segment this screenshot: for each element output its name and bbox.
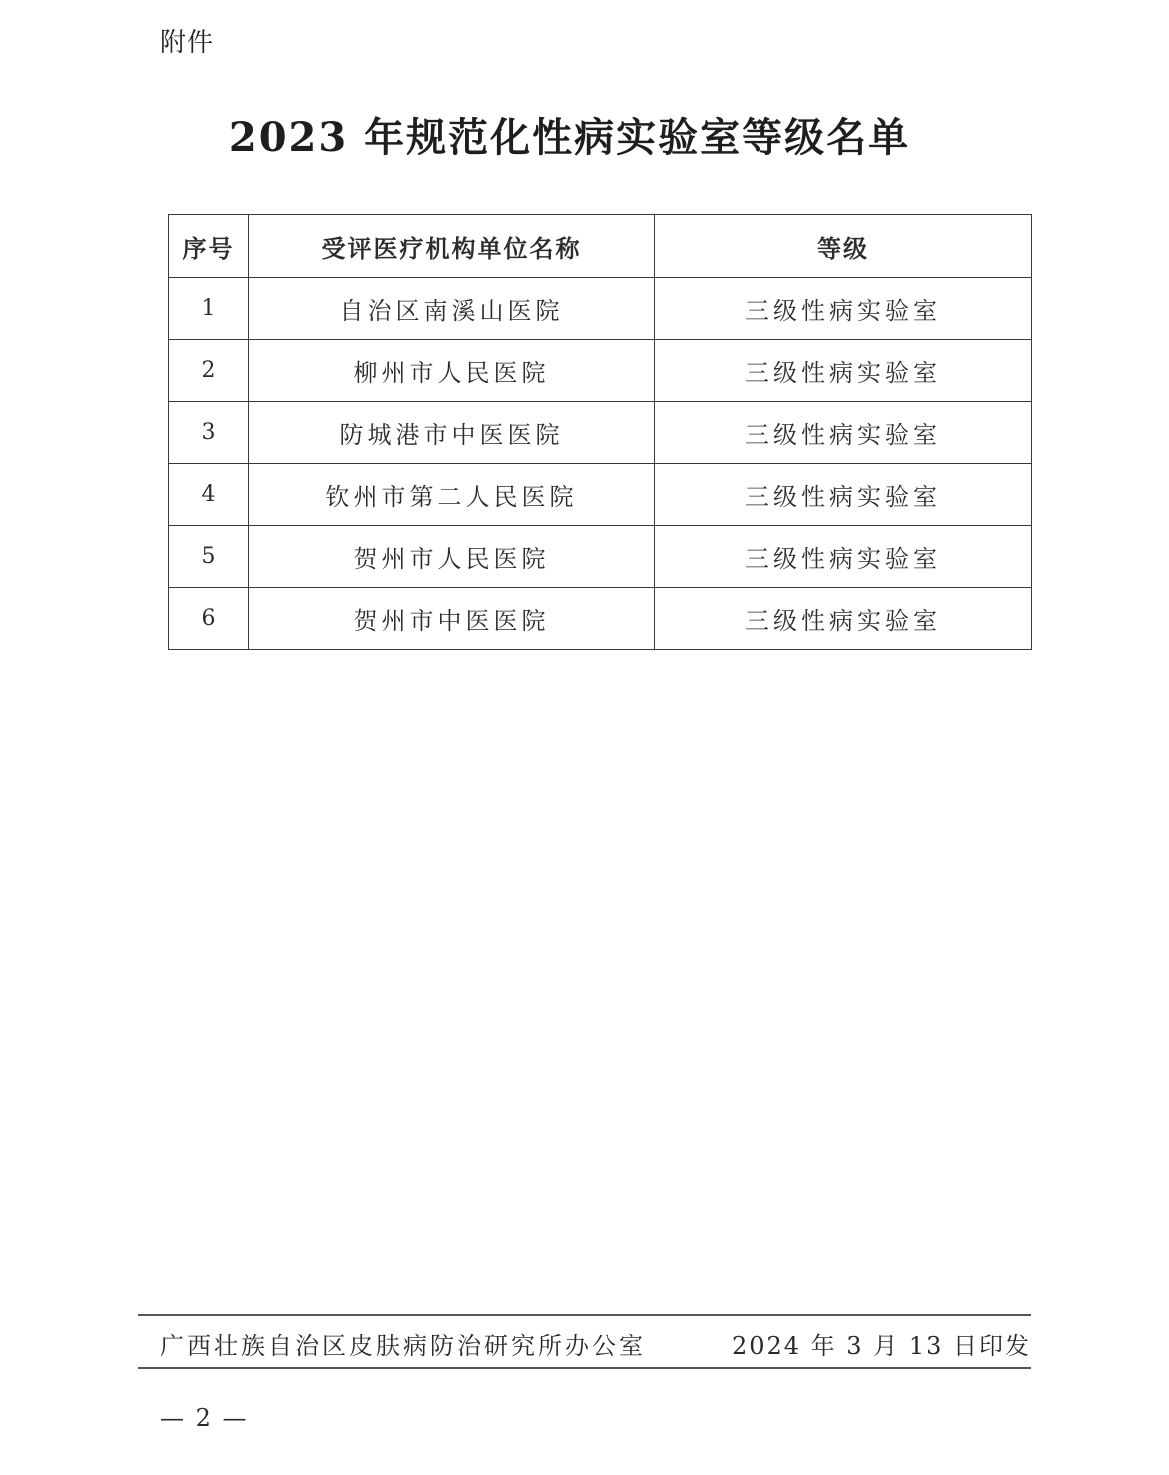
grade-list-table: [168, 214, 1032, 650]
row-institution: 钦州市第二人民医院: [249, 464, 655, 526]
row-institution: 防城港市中医医院: [249, 402, 655, 464]
table-row: [169, 278, 1032, 340]
document-title: 2023 年规范化性病实验室等级名单: [228, 114, 911, 161]
table-row: [169, 340, 1032, 402]
table-header-row: [169, 215, 1032, 278]
attachment-label: 附件: [160, 28, 215, 58]
row-institution: 贺州市中医医院: [249, 588, 655, 650]
page-number: — 2 —: [160, 1404, 249, 1432]
row-index: 4: [169, 464, 249, 526]
table-row: [169, 588, 1032, 650]
column-header-grade: 等级: [655, 215, 1032, 278]
table-row: [169, 526, 1032, 588]
row-grade: 三级性病实验室: [655, 588, 1032, 650]
row-index: 3: [169, 402, 249, 464]
row-grade: 三级性病实验室: [655, 340, 1032, 402]
row-index: 1: [169, 278, 249, 340]
row-index: 2: [169, 340, 249, 402]
row-grade: 三级性病实验室: [655, 464, 1032, 526]
footer-divider-bottom: [138, 1367, 1031, 1369]
row-grade: 三级性病实验室: [655, 278, 1032, 340]
table-row: [169, 464, 1032, 526]
row-grade: 三级性病实验室: [655, 402, 1032, 464]
issuer-name: 广西壮族自治区皮肤病防治研究所办公室: [160, 1332, 646, 1360]
row-index: 5: [169, 526, 249, 588]
row-institution: 柳州市人民医院: [249, 340, 655, 402]
row-grade: 三级性病实验室: [655, 526, 1032, 588]
row-index: 6: [169, 588, 249, 650]
column-header-institution: 受评医疗机构单位名称: [249, 215, 655, 278]
table-row: [169, 402, 1032, 464]
footer-divider-top: [138, 1314, 1031, 1316]
column-header-index: 序号: [169, 215, 249, 278]
issue-date: 2024 年 3 月 13 日印发: [731, 1332, 1031, 1360]
row-institution: 贺州市人民医院: [249, 526, 655, 588]
row-institution: 自治区南溪山医院: [249, 278, 655, 340]
